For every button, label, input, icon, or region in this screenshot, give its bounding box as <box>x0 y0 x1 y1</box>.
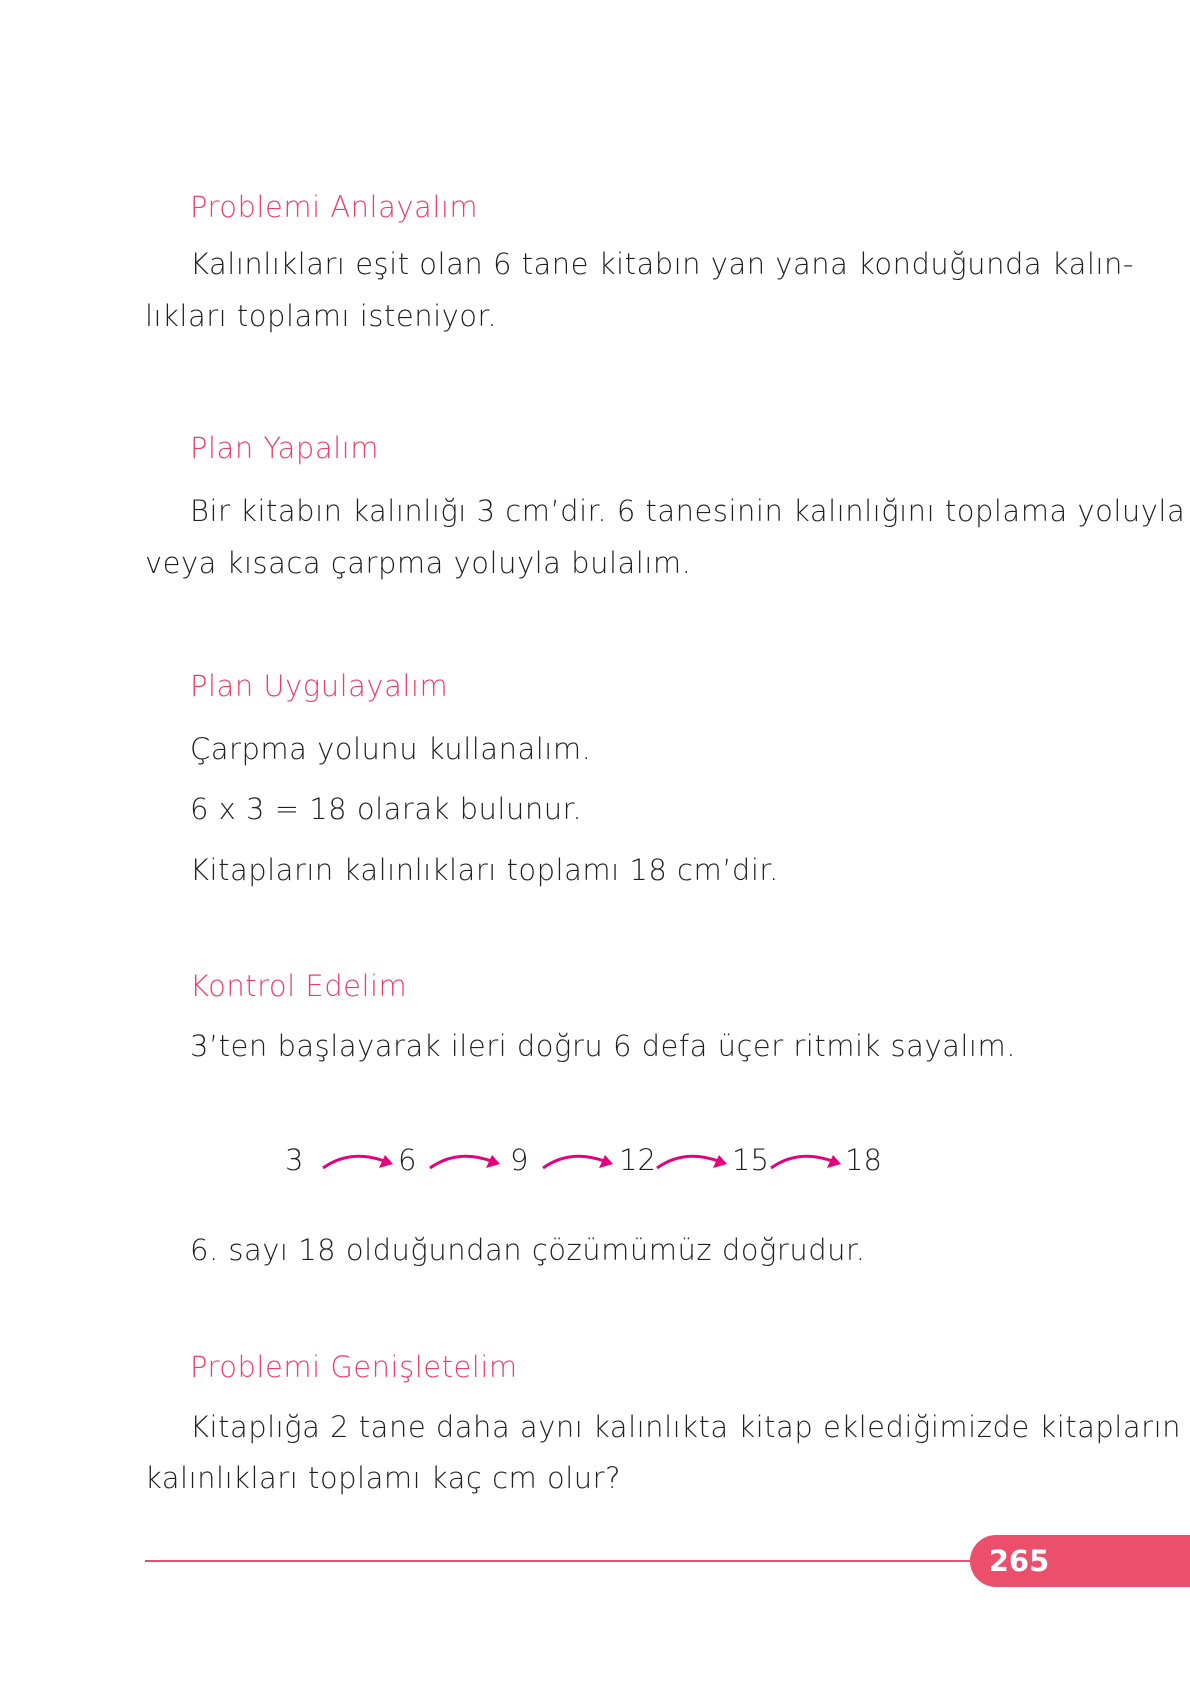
sequence-number: 6 <box>398 1143 417 1177</box>
plan-line-2: veya kısaca çarpma yoluyla bulalım. <box>145 546 692 580</box>
arrow-right-icon <box>428 1146 502 1176</box>
footer-rule <box>145 1560 995 1562</box>
sequence-number: 12 <box>619 1143 656 1177</box>
understand-line-2: lıkları toplamı isteniyor. <box>145 299 498 333</box>
apply-line-1: Çarpma yolunu kullanalım. <box>190 732 592 766</box>
check-conclusion: 6. sayı 18 olduğundan çözümümüz doğrudur. <box>190 1233 866 1267</box>
heading-understand-problem: Problemi Anlayalım <box>190 190 479 224</box>
understand-line-1: Kalınlıkları eşit olan 6 tane kitabın yan yana konduğunda kalın- <box>190 247 1134 281</box>
arrow-right-icon <box>321 1146 395 1176</box>
extend-line-1: Kitaplığa 2 tane daha aynı kalınlıkta kitap eklediğimizde kitapların <box>190 1410 1181 1444</box>
arrow-right-icon <box>541 1146 615 1176</box>
sequence-number: 18 <box>845 1143 882 1177</box>
sequence-number: 9 <box>510 1143 529 1177</box>
heading-apply-plan: Plan Uygulayalım <box>190 669 449 703</box>
heading-check: Kontrol Edelim <box>190 969 408 1003</box>
sequence-number: 15 <box>732 1143 769 1177</box>
rhythmic-count-sequence <box>285 1143 885 1196</box>
heading-make-plan: Plan Yapalım <box>190 431 379 465</box>
apply-line-2: 6 x 3 = 18 olarak bulunur. <box>190 792 583 826</box>
page-number-badge <box>970 1535 1190 1587</box>
arrow-right-icon <box>769 1146 843 1176</box>
heading-extend-problem: Problemi Genişletelim <box>190 1350 518 1384</box>
arrow-right-icon <box>655 1146 729 1176</box>
apply-line-3: Kitapların kalınlıkları toplamı 18 cm’dir. <box>190 853 779 887</box>
extend-line-2: kalınlıkları toplamı kaç cm olur? <box>145 1461 621 1495</box>
plan-line-1: Bir kitabın kalınlığı 3 cm’dir. 6 tanesinin kalınlığını toplama yoluyla <box>190 494 1186 528</box>
sequence-number: 3 <box>285 1143 304 1177</box>
check-line-1: 3’ten başlayarak ileri doğru 6 defa üçer ritmik sayalım. <box>190 1029 1016 1063</box>
page-number: 265 <box>988 1544 1050 1578</box>
